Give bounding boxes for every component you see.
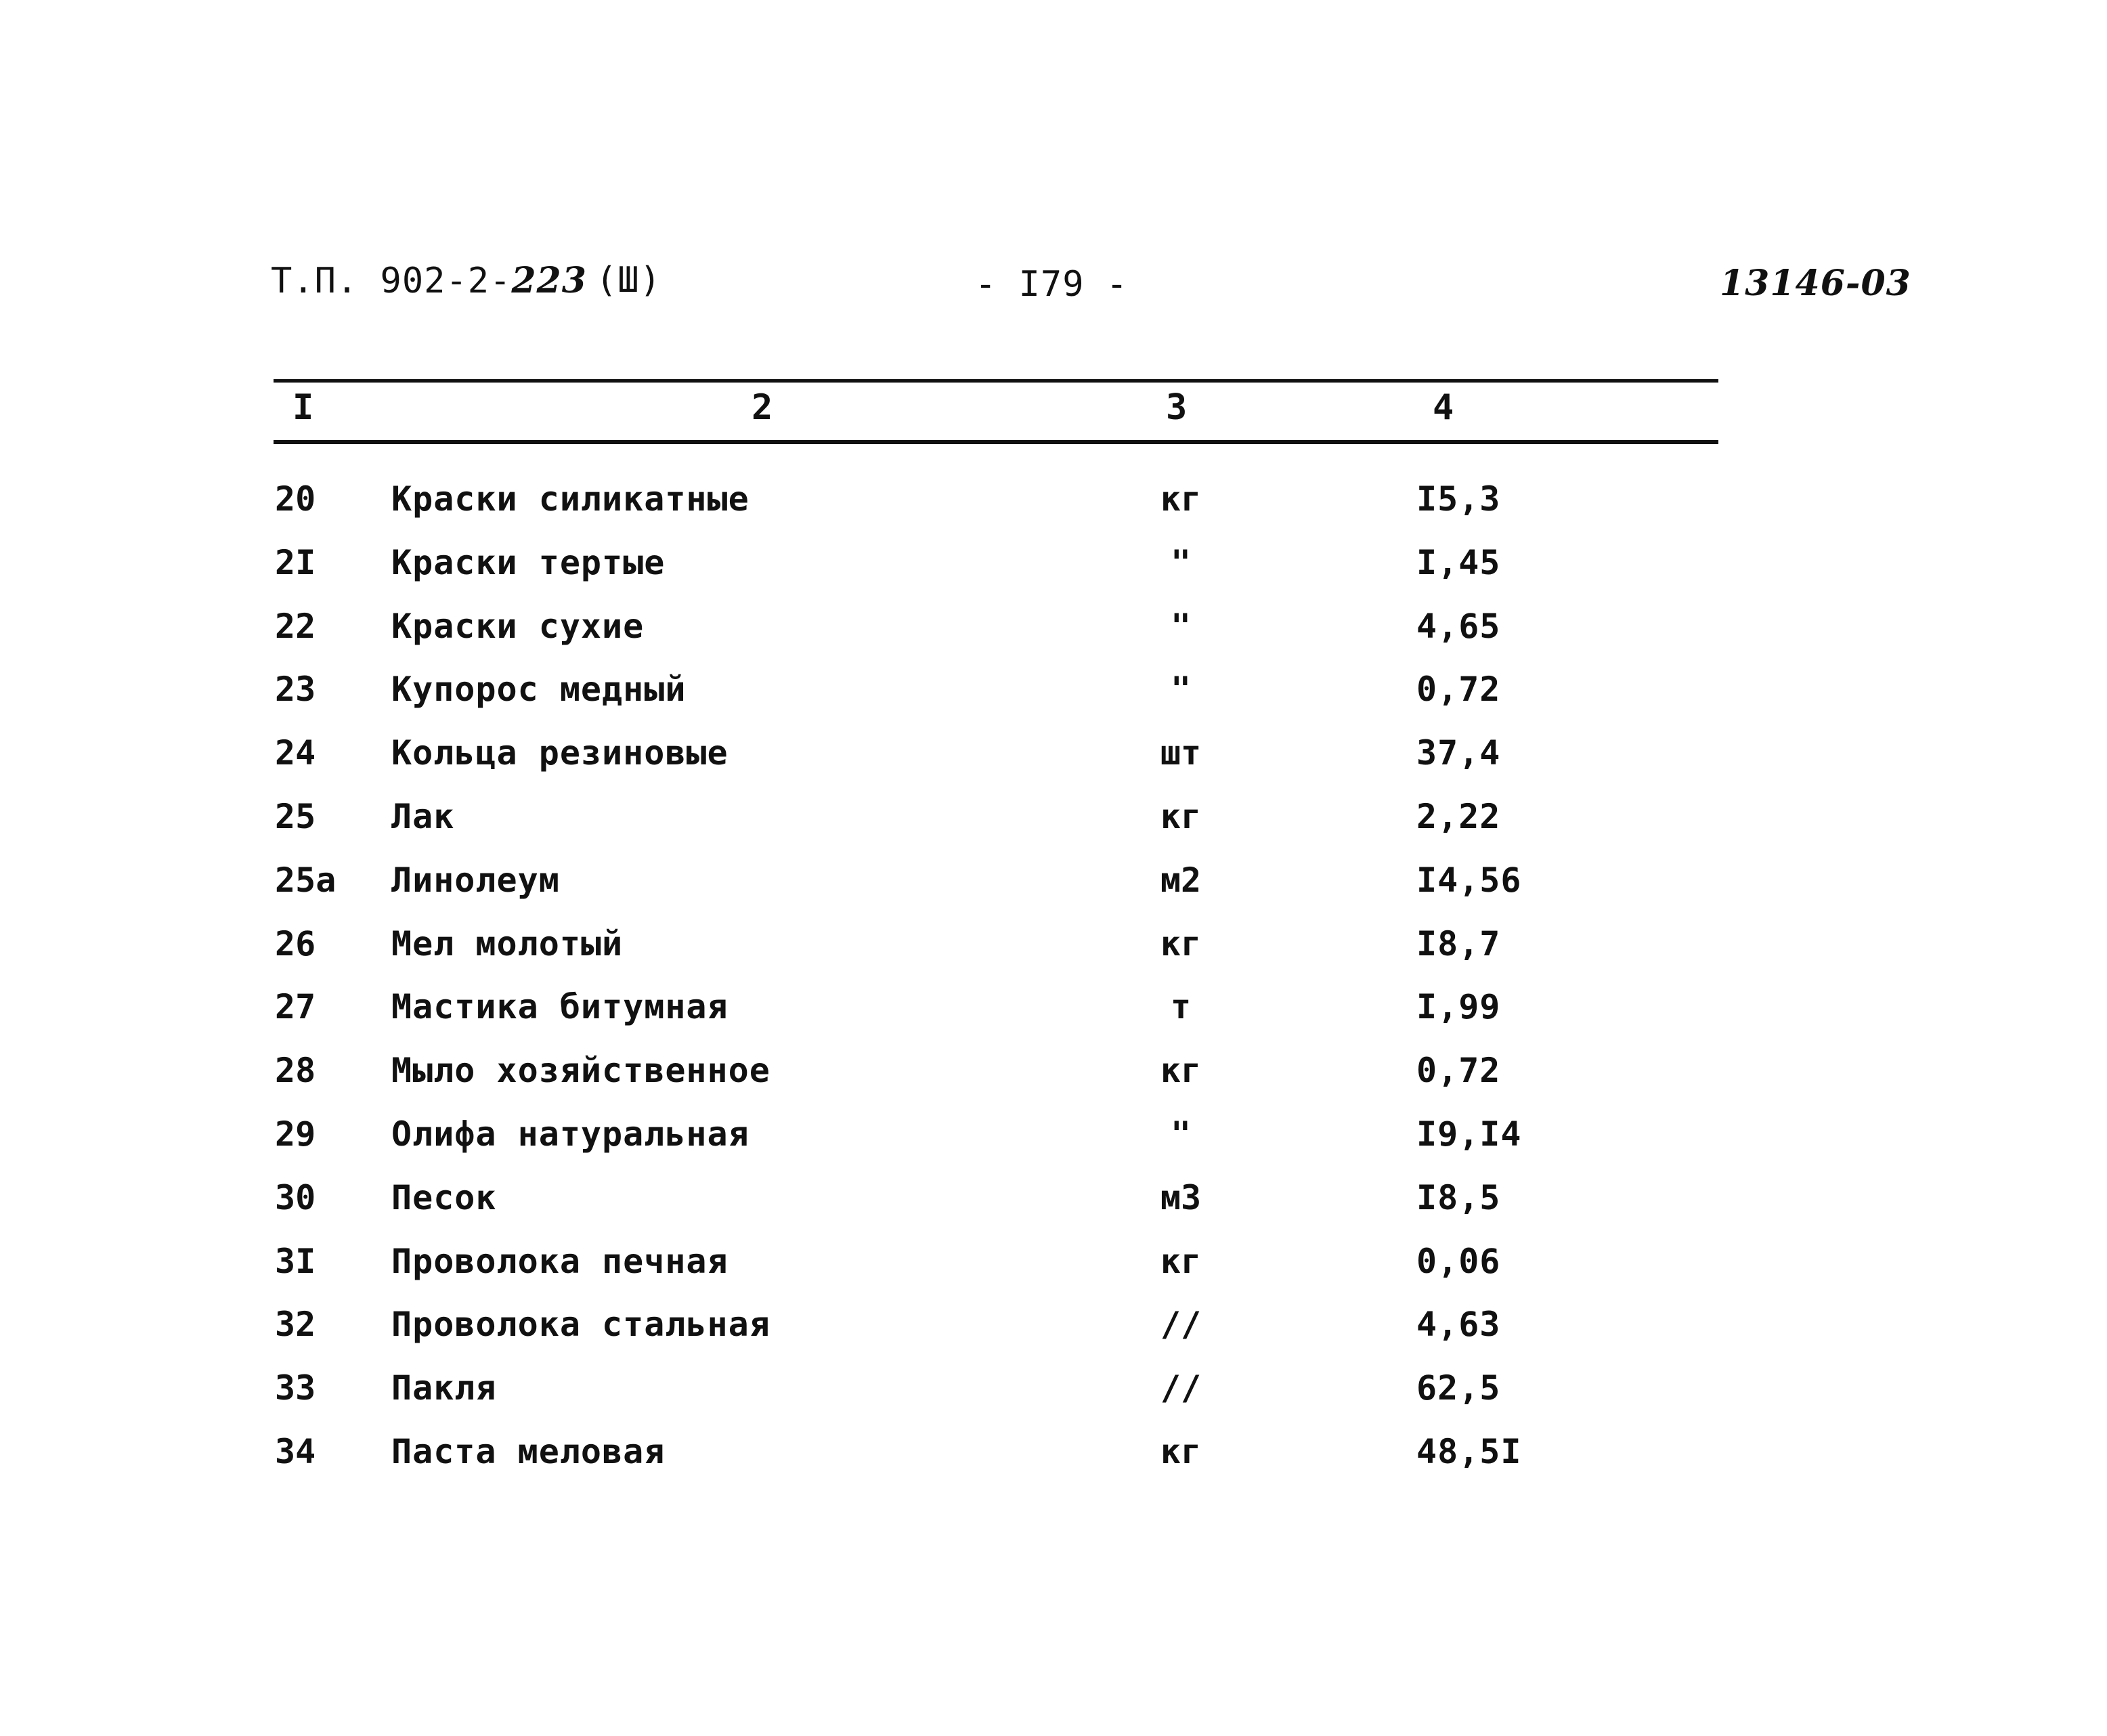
row-number: 25а [275, 860, 336, 900]
quantity: 0,06 [1416, 1241, 1501, 1281]
table-row [0, 1114, 2107, 1178]
table-row [0, 1432, 2107, 1496]
material-name: Краски сухие [391, 606, 645, 646]
quantity: I8,5 [1416, 1177, 1501, 1217]
row-number: 29 [275, 1114, 316, 1154]
material-name: Проволока стальная [391, 1305, 770, 1345]
page-number: - I79 - [975, 264, 1129, 305]
document-number-prefix: Т.П. 902-2- [271, 261, 512, 301]
quantity: 48,5I [1416, 1431, 1522, 1471]
unit: кг [1160, 479, 1202, 519]
material-name: Мастика битумная [391, 987, 729, 1027]
row-number: 34 [275, 1431, 316, 1471]
table-row [0, 924, 2107, 988]
row-number: 27 [275, 987, 316, 1027]
table-row [0, 987, 2107, 1051]
unit: // [1160, 1305, 1202, 1345]
document-number-handwritten: 223 [511, 260, 587, 301]
row-number: 23 [275, 670, 316, 710]
row-number: 32 [275, 1305, 316, 1345]
column-header-1: I [292, 387, 314, 428]
table-row [0, 861, 2107, 924]
material-name: Купорос медный [391, 670, 687, 710]
table-row [0, 1051, 2107, 1114]
quantity: 4,65 [1416, 606, 1501, 646]
quantity: 0,72 [1416, 1051, 1501, 1091]
unit: кг [1160, 796, 1202, 836]
column-header-4: 4 [1433, 387, 1454, 428]
unit: кг [1160, 924, 1202, 963]
material-name: Мел молотый [391, 924, 624, 963]
document-number [271, 260, 587, 301]
material-name: Краски силикатные [391, 479, 750, 519]
unit: " [1170, 542, 1192, 582]
document-part: (Ш) [596, 260, 661, 301]
table-top-rule [274, 379, 1718, 383]
table-row [0, 797, 2107, 861]
row-number: 26 [275, 924, 316, 963]
table-row [0, 607, 2107, 670]
quantity: I,99 [1416, 987, 1501, 1027]
table-row [0, 1305, 2107, 1368]
row-number: 20 [275, 479, 316, 519]
unit: м3 [1160, 1177, 1202, 1217]
quantity: 62,5 [1416, 1368, 1501, 1408]
unit: кг [1160, 1431, 1202, 1471]
archive-code: 13146-03 [1720, 263, 1911, 304]
row-number: 33 [275, 1368, 316, 1408]
row-number: 3I [275, 1241, 316, 1281]
column-header-2: 2 [752, 387, 773, 428]
row-number: 24 [275, 733, 316, 773]
table-row [0, 670, 2107, 733]
material-name: Пакля [391, 1368, 497, 1408]
table-row [0, 1368, 2107, 1432]
table-body [0, 479, 2107, 1496]
material-name: Лак [391, 796, 455, 836]
table-row [0, 543, 2107, 607]
table-row [0, 733, 2107, 797]
material-name: Проволока печная [391, 1241, 729, 1281]
material-name: Паста меловая [391, 1431, 666, 1471]
unit: кг [1160, 1241, 1202, 1281]
quantity: I8,7 [1416, 924, 1501, 963]
row-number: 2I [275, 542, 316, 582]
table-header-rule [274, 440, 1718, 444]
table-row [0, 1242, 2107, 1305]
row-number: 28 [275, 1051, 316, 1091]
row-number: 25 [275, 796, 316, 836]
quantity: I4,56 [1416, 860, 1522, 900]
quantity: I9,I4 [1416, 1114, 1522, 1154]
unit: " [1170, 606, 1192, 646]
material-name: Краски тертые [391, 542, 666, 582]
material-name: Олифа натуральная [391, 1114, 750, 1154]
quantity: 0,72 [1416, 670, 1501, 710]
unit: кг [1160, 1051, 1202, 1091]
row-number: 22 [275, 606, 316, 646]
quantity: I,45 [1416, 542, 1501, 582]
quantity: 37,4 [1416, 733, 1501, 773]
table-row [0, 479, 2107, 543]
unit: " [1170, 1114, 1192, 1154]
quantity: 4,63 [1416, 1305, 1501, 1345]
column-header-3: 3 [1166, 387, 1188, 428]
material-name: Мыло хозяйственное [391, 1051, 770, 1091]
row-number: 30 [275, 1177, 316, 1217]
table-row [0, 1178, 2107, 1242]
unit: шт [1160, 733, 1202, 773]
unit: м2 [1160, 860, 1202, 900]
unit: // [1160, 1368, 1202, 1408]
unit: т [1170, 987, 1192, 1027]
material-name: Песок [391, 1177, 497, 1217]
quantity: 2,22 [1416, 796, 1501, 836]
unit: " [1170, 670, 1192, 710]
material-name: Кольца резиновые [391, 733, 729, 773]
quantity: I5,3 [1416, 479, 1501, 519]
material-name: Линолеум [391, 860, 560, 900]
